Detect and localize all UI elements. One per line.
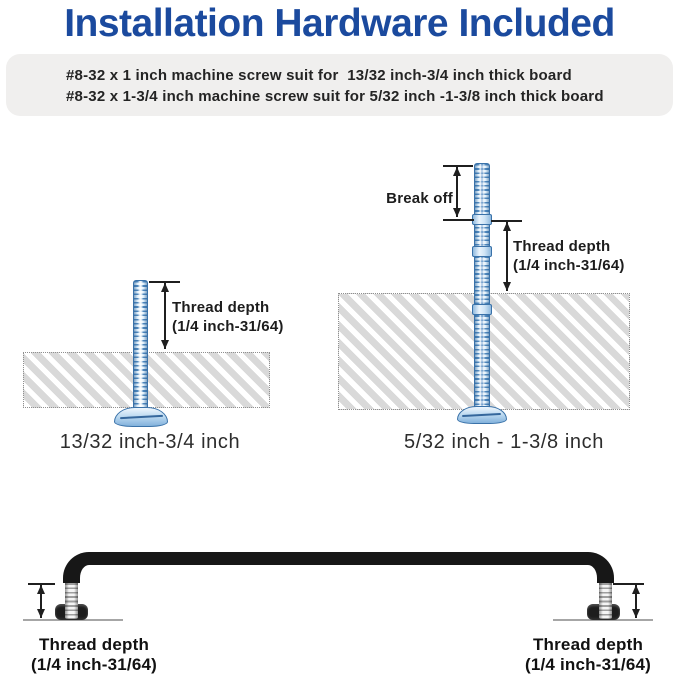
right-screw-head xyxy=(457,406,507,424)
break-off-tick-bottom xyxy=(443,219,474,221)
right-board-thickness-label: 5/32 inch - 1-3/8 inch xyxy=(404,431,604,453)
right-handle-stud xyxy=(599,583,612,619)
left-handle-thread-arrow-icon xyxy=(40,585,42,618)
page-title: Installation Hardware Included xyxy=(64,2,615,45)
right-thread-depth-label: Thread depth (1/4 inch-31/64) xyxy=(513,238,625,274)
screw-break-collar xyxy=(472,304,492,315)
left-screw-head xyxy=(114,407,168,427)
spec-line-2: #8-32 x 1-3/4 inch machine screw suit for 5/32 inch -1-3/8 inch thick board xyxy=(66,88,604,105)
left-screw-shaft xyxy=(133,280,148,409)
right-thread-depth-arrow-icon xyxy=(506,222,508,291)
screw-slot-icon xyxy=(120,414,163,418)
cabinet-pull-handle xyxy=(63,552,614,583)
left-thread-depth-arrow-icon xyxy=(164,283,166,349)
right-handle-thread-arrow-icon xyxy=(635,585,637,618)
handle-left-thread-depth-label: Thread depth (1/4 inch-31/64) xyxy=(30,635,158,674)
break-off-arrow-icon xyxy=(456,167,458,217)
screw-break-collar xyxy=(472,214,492,225)
right-screw-shaft xyxy=(474,163,490,408)
break-off-label: Break off xyxy=(386,190,453,207)
spec-info-box xyxy=(6,54,673,116)
screw-slot-icon xyxy=(462,413,501,417)
spec-line-1: #8-32 x 1 inch machine screw suit for 13/32 inch-3/4 inch thick board xyxy=(66,67,572,84)
left-thread-depth-label: Thread depth (1/4 inch-31/64) xyxy=(172,299,284,335)
handle-right-thread-depth-label: Thread depth (1/4 inch-31/64) xyxy=(524,635,652,674)
left-handle-stud xyxy=(65,583,78,619)
left-board-thickness-label: 13/32 inch-3/4 inch xyxy=(59,431,241,453)
screw-break-collar xyxy=(472,246,492,257)
